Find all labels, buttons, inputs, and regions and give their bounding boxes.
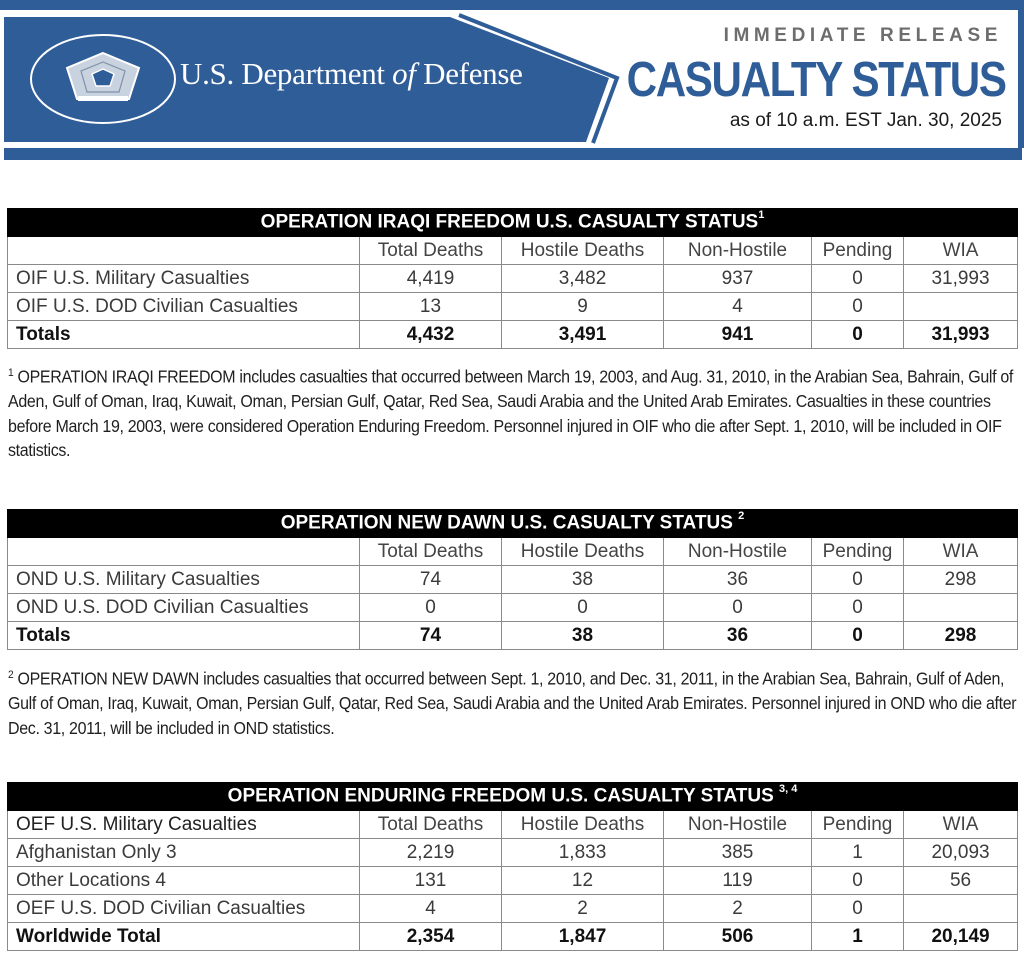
- cell-non-hostile: 36: [664, 622, 812, 650]
- totals-row: [8, 622, 1018, 650]
- as-of-timestamp: as of 10 a.m. EST Jan. 30, 2025: [729, 110, 1002, 131]
- cell-total-deaths: 4,432: [360, 321, 502, 349]
- cell-hostile-deaths: 38: [502, 566, 664, 594]
- col-wia: WIA: [904, 811, 1018, 839]
- table-row: [8, 265, 1018, 293]
- cell-hostile-deaths: 3,482: [502, 265, 664, 293]
- top-stripe: [0, 0, 1024, 10]
- cell-pending: 0: [812, 321, 904, 349]
- cell-total-deaths: 4: [360, 895, 502, 923]
- banner: [0, 0, 1024, 165]
- cell-total-deaths: 2,354: [360, 923, 502, 951]
- cell-hostile-deaths: 3,491: [502, 321, 664, 349]
- cell-non-hostile: 119: [664, 867, 812, 895]
- cell-non-hostile: 385: [664, 839, 812, 867]
- table-title: OPERATION IRAQI FREEDOM U.S. CASUALTY STATUS$^1$: [8, 209, 1018, 237]
- oef-casualty-table: [7, 782, 1018, 951]
- cell-hostile-deaths: 1,847: [502, 923, 664, 951]
- row-label: Totals: [8, 321, 360, 349]
- col-pending: Pending: [812, 538, 904, 566]
- ond-footnote: $^2$ OPERATION NEW DAWN includes casualties that occurred between Sept. 1, 2010, and Dec. 31, 2011, in the Arabian Sea, Bahrain, Gulf of Aden, Gulf of Oman, Iraq, Kuwait, Oman, Persian Gulf, Qatar, Red Sea, Saudi Arabia and the United Arab Emirates. Personnel injured in OND who die after Dec. 31, 2011, will be included in OND statistics.: [8, 668, 1017, 738]
- col-pending: Pending: [812, 811, 904, 839]
- row-label: OEF U.S. DOD Civilian Casualties: [8, 895, 360, 923]
- cell-pending: 0: [812, 566, 904, 594]
- col-total-deaths: Total Deaths: [360, 538, 502, 566]
- row-label: Totals: [8, 622, 360, 650]
- cell-wia: [904, 594, 1018, 622]
- agency-name: U.S. Department of Defense: [180, 56, 523, 91]
- table-row: [8, 293, 1018, 321]
- cell-wia: 31,993: [904, 321, 1018, 349]
- document-title: CASUALTY STATUS: [627, 53, 1006, 107]
- cell-non-hostile: 0: [664, 594, 812, 622]
- cell-total-deaths: 0: [360, 594, 502, 622]
- cell-total-deaths: 131: [360, 867, 502, 895]
- col-hostile-deaths: Hostile Deaths: [502, 811, 664, 839]
- cell-non-hostile: 4: [664, 293, 812, 321]
- header-label: OEF U.S. Military Casualties: [8, 811, 360, 839]
- cell-non-hostile: 506: [664, 923, 812, 951]
- cell-wia: 20,149: [904, 923, 1018, 951]
- release-label: IMMEDIATE RELEASE: [723, 25, 1002, 46]
- cell-total-deaths: 2,219: [360, 839, 502, 867]
- cell-pending: 0: [812, 622, 904, 650]
- column-header-row: [8, 538, 1018, 566]
- col-hostile-deaths: Hostile Deaths: [502, 538, 664, 566]
- row-label: Afghanistan Only 3: [8, 839, 360, 867]
- cell-wia: [904, 293, 1018, 321]
- cell-pending: 0: [812, 867, 904, 895]
- col-non-hostile: Non-Hostile: [664, 811, 812, 839]
- table-title: OPERATION ENDURING FREEDOM U.S. CASUALTY STATUS $^{3, 4}$: [8, 783, 1018, 811]
- cell-wia: 31,993: [904, 265, 1018, 293]
- cell-pending: 1: [812, 839, 904, 867]
- cell-hostile-deaths: 0: [502, 594, 664, 622]
- row-label: OIF U.S. DOD Civilian Casualties: [8, 293, 360, 321]
- header-label: [8, 237, 360, 265]
- cell-hostile-deaths: 2: [502, 895, 664, 923]
- col-total-deaths: Total Deaths: [360, 237, 502, 265]
- cell-pending: 0: [812, 265, 904, 293]
- table-row: [8, 867, 1018, 895]
- cell-non-hostile: 2: [664, 895, 812, 923]
- col-non-hostile: Non-Hostile: [664, 237, 812, 265]
- cell-wia: [904, 895, 1018, 923]
- cell-wia: 56: [904, 867, 1018, 895]
- row-label: Other Locations 4: [8, 867, 360, 895]
- column-header-row: [8, 811, 1018, 839]
- row-label: OND U.S. Military Casualties: [8, 566, 360, 594]
- cell-pending: 0: [812, 293, 904, 321]
- column-header-row: [8, 237, 1018, 265]
- col-non-hostile: Non-Hostile: [664, 538, 812, 566]
- cell-non-hostile: 36: [664, 566, 812, 594]
- cell-hostile-deaths: 1,833: [502, 839, 664, 867]
- col-pending: Pending: [812, 237, 904, 265]
- col-wia: WIA: [904, 237, 1018, 265]
- cell-hostile-deaths: 38: [502, 622, 664, 650]
- row-label: Worldwide Total: [8, 923, 360, 951]
- table-title: OPERATION NEW DAWN U.S. CASUALTY STATUS $^2$: [8, 510, 1018, 538]
- totals-row: [8, 321, 1018, 349]
- bottom-stripe: [4, 148, 1022, 160]
- cell-non-hostile: 941: [664, 321, 812, 349]
- cell-wia: 298: [904, 622, 1018, 650]
- cell-hostile-deaths: 12: [502, 867, 664, 895]
- ond-casualty-table: [7, 509, 1018, 650]
- col-total-deaths: Total Deaths: [360, 811, 502, 839]
- cell-total-deaths: 74: [360, 622, 502, 650]
- cell-non-hostile: 937: [664, 265, 812, 293]
- table-row: [8, 566, 1018, 594]
- oif-footnote: $^1$ OPERATION IRAQI FREEDOM includes casualties that occurred between March 19, 2003, and Aug. 31, 2010, in the Arabian Sea, Bahrain, Gulf of Aden, Gulf of Oman, Iraq, Kuwait, Oman, Persian Gulf, Qatar, Red Sea, Saudi Arabia and the United Arab Emirates. Casualties in these countries before March 19, 2003, were considered Operation Enduring Freedom. Personnel injured in OIF who die after Sept. 1, 2010, will be included in OIF statistics.: [8, 366, 1014, 461]
- cell-hostile-deaths: 9: [502, 293, 664, 321]
- row-label: OND U.S. DOD Civilian Casualties: [8, 594, 360, 622]
- cell-wia: 298: [904, 566, 1018, 594]
- cell-pending: 0: [812, 594, 904, 622]
- table-row: [8, 895, 1018, 923]
- cell-pending: 1: [812, 923, 904, 951]
- cell-total-deaths: 13: [360, 293, 502, 321]
- col-wia: WIA: [904, 538, 1018, 566]
- col-hostile-deaths: Hostile Deaths: [502, 237, 664, 265]
- oif-casualty-table: [7, 208, 1018, 349]
- right-edge-stripe: [1018, 10, 1024, 148]
- header-label: [8, 538, 360, 566]
- cell-pending: 0: [812, 895, 904, 923]
- cell-wia: 20,093: [904, 839, 1018, 867]
- cell-total-deaths: 4,419: [360, 265, 502, 293]
- table-row: [8, 594, 1018, 622]
- cell-total-deaths: 74: [360, 566, 502, 594]
- row-label: OIF U.S. Military Casualties: [8, 265, 360, 293]
- table-row: [8, 839, 1018, 867]
- totals-row: [8, 923, 1018, 951]
